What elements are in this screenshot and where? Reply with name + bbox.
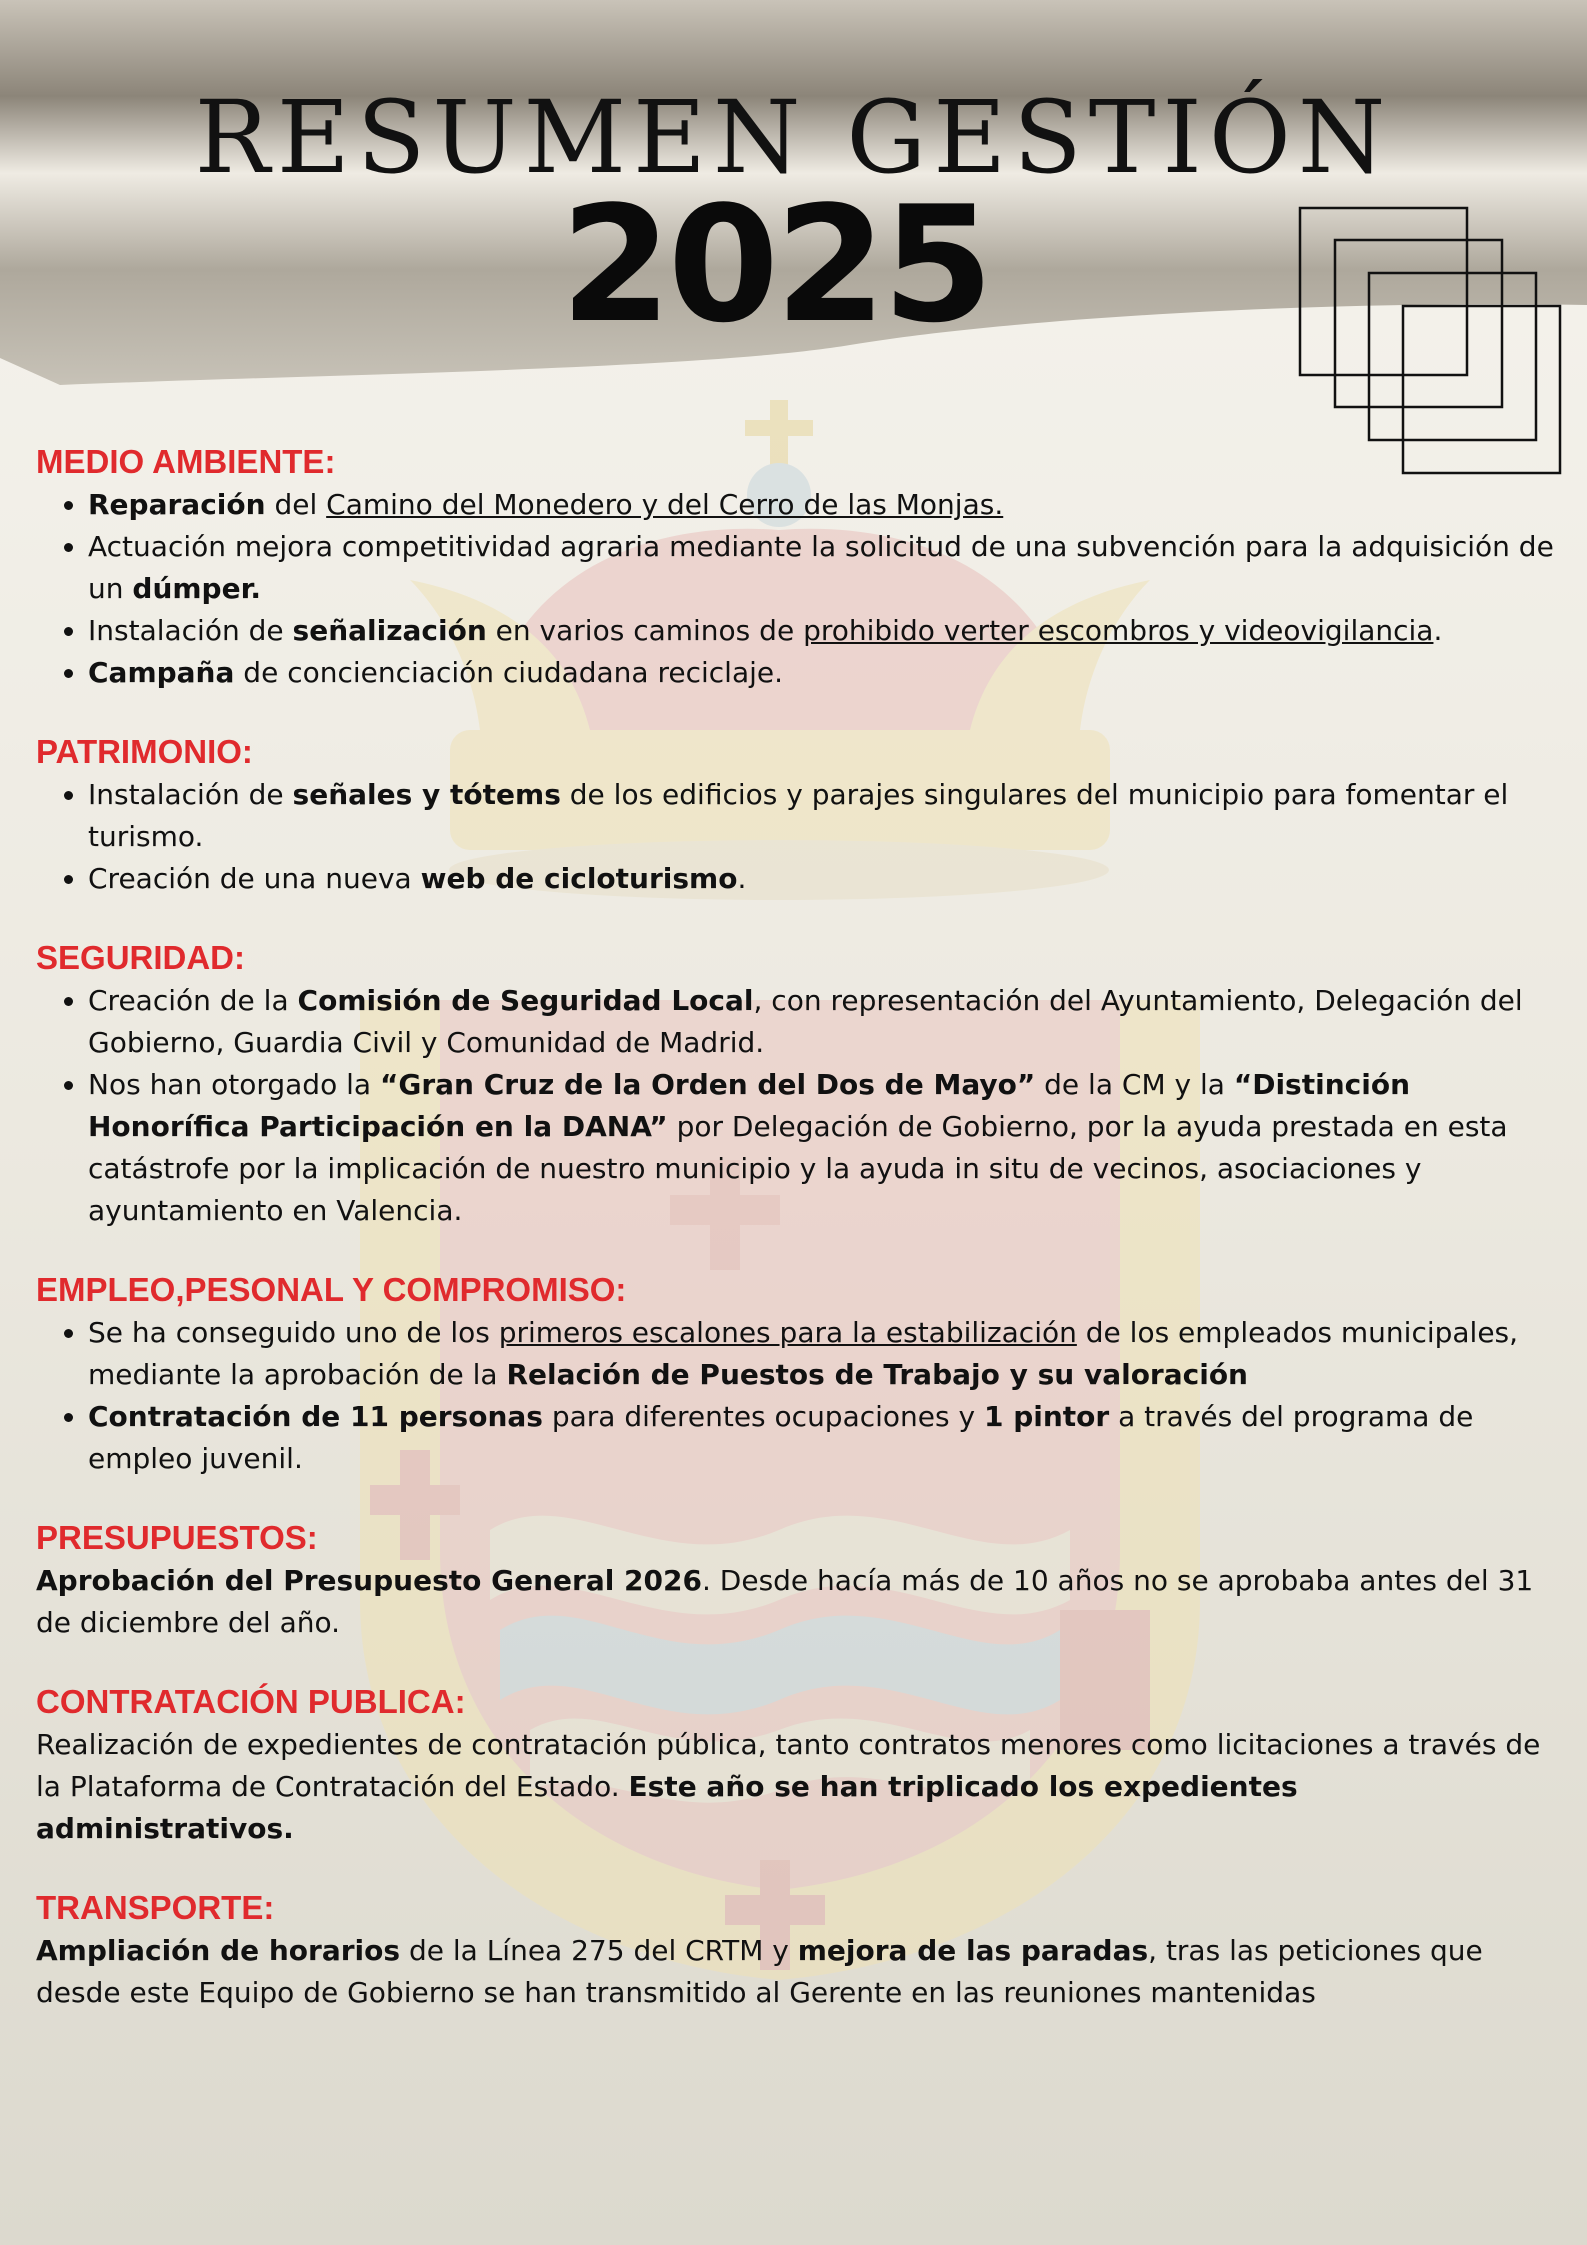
list-item: • Nos han otorgado la “Gran Cruz de la Orden del Dos de Mayo” de la CM y la “Distinción Honorífica Participación en la DANA” por Delegación de Gobierno, por la ayuda prestada en esta catástrofe por la implicación de nuestro municipio y la ayuda in situ de vecinos, asociaciones y ayuntamiento en Valencia. [88,1064,1556,1232]
section-title: SEGURIDAD: [36,939,246,976]
item-list [36,980,1556,1232]
section-paragraph: Ampliación de horarios de la Línea 275 del CRTM y mejora de las paradas, tras las peticiones que desde este Equipo de Gobierno se han transmitido al Gerente en las reuniones mantenidas [36,1934,1483,2009]
page-title: RESUMEN GESTIÓN [194,79,1393,196]
list-item: • Actuación mejora competitividad agraria mediante la solicitud de una subvención para la adquisición de un dúmper. [88,526,1556,610]
section-title: PRESUPUESTOS: [36,1519,318,1556]
list-item: • Reparación del Camino del Monedero y del Cerro de las Monjas. [88,484,1556,526]
page-year: 2025 [560,171,990,358]
section-medio-ambiente [36,440,1556,694]
item-list [36,1312,1556,1480]
item-list [36,484,1556,694]
section-paragraph: Aprobación del Presupuesto General 2026. Desde hacía más de 10 años no se aprobaba antes del 31 de diciembre del año. [36,1564,1534,1639]
content [36,440,1556,2050]
section-seguridad [36,936,1556,1232]
item-list [36,774,1556,900]
list-item: • Campaña de concienciación ciudadana reciclaje. [88,652,1556,694]
section-title: PATRIMONIO: [36,733,253,770]
section-transporte [36,1886,1556,2014]
section-empleo [36,1268,1556,1480]
list-item: • Creación de una nueva web de cicloturismo. [88,858,1556,900]
section-title: TRANSPORTE: [36,1889,275,1926]
section-presupuestos [36,1516,1556,1644]
section-title: MEDIO AMBIENTE: [36,443,336,480]
list-item: • Instalación de señalización en varios caminos de prohibido verter escombros y videovigilancia. [88,610,1556,652]
list-item: • Instalación de señales y tótems de los edificios y parajes singulares del municipio para fomentar el turismo. [88,774,1556,858]
list-item: • Se ha conseguido uno de los primeros escalones para la estabilización de los empleados municipales, mediante la aprobación de la Relación de Puestos de Trabajo y su valoración [88,1312,1556,1396]
section-title: CONTRATACIÓN PUBLICA: [36,1683,466,1720]
list-item: • Contratación de 11 personas para diferentes ocupaciones y 1 pintor a través del programa de empleo juvenil. [88,1396,1556,1480]
list-item: • Creación de la Comisión de Seguridad Local, con representación del Ayuntamiento, Delegación del Gobierno, Guardia Civil y Comunidad de Madrid. [88,980,1556,1064]
section-patrimonio [36,730,1556,900]
section-contratacion [36,1680,1556,1850]
section-title: EMPLEO,PESONAL Y COMPROMISO: [36,1271,627,1308]
section-paragraph: Realización de expedientes de contratación pública, tanto contratos menores como licitaciones a través de la Plataforma de Contratación del Estado. Este año se han triplicado los expedientes administrativos. [36,1728,1541,1845]
